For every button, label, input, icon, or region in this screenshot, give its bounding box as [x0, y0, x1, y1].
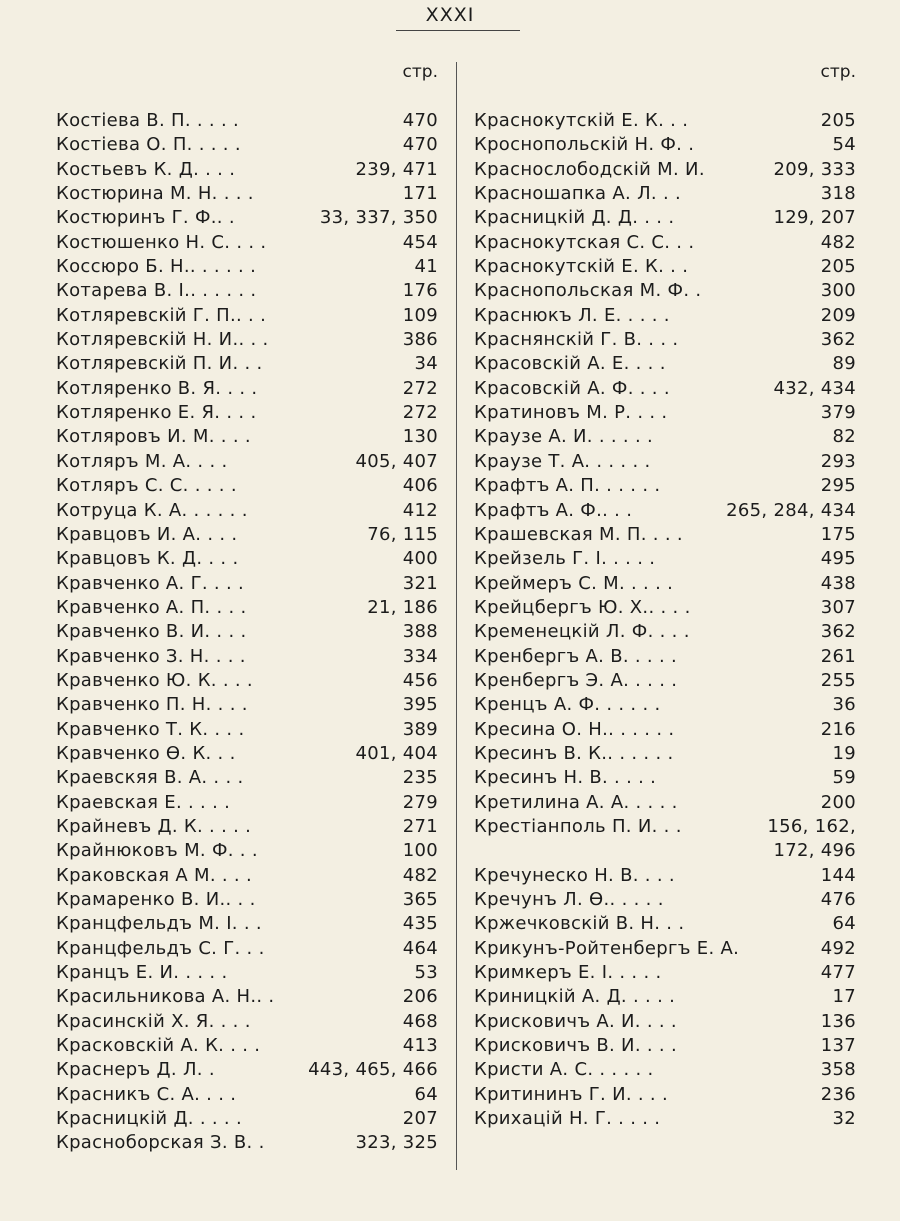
entry-name: Краснюкъ Л. Е. . . . . — [474, 304, 670, 326]
index-entry — [474, 596, 856, 620]
entry-pages: 476 — [820, 889, 856, 910]
entry-pages: 239, 471 — [355, 158, 438, 180]
entry-name: Кресина О. Н.. . . . . . — [474, 718, 675, 740]
page-column-header: стр. — [402, 62, 438, 82]
index-entry — [474, 620, 856, 644]
index-entry — [56, 328, 438, 352]
entry-name: Котруца К. А. . . . . . — [56, 499, 248, 521]
entry-name: Крашевская М. П. . . . — [474, 523, 683, 545]
right-index-column — [474, 62, 856, 1131]
entry-name: Кресинъ В. К.. . . . . . — [474, 742, 674, 764]
index-entry — [474, 279, 856, 303]
entry-pages: 495 — [820, 548, 856, 570]
entry-pages: 413 — [402, 1035, 438, 1057]
entry-pages: 89 — [832, 353, 856, 375]
index-entry — [56, 839, 438, 863]
entry-pages: 129, 207 — [773, 207, 856, 229]
entry-name: Краузе А. И. . . . . . — [474, 426, 654, 448]
entry-name: Крихацій Н. Г. . . . . — [474, 1108, 661, 1130]
entry-pages: 365 — [402, 889, 438, 910]
index-entry — [474, 572, 856, 596]
entry-name: Красильникова А. Н.. . — [56, 986, 275, 1008]
entry-name: Краевская Е. . . . . — [56, 791, 231, 813]
index-entry — [474, 669, 856, 693]
entry-name: Костюрина М. Н. . . . — [56, 183, 254, 205]
index-entry — [56, 255, 438, 279]
entry-pages: 295 — [820, 475, 856, 497]
index-entry — [474, 206, 856, 230]
entry-pages: 209, 333 — [773, 158, 856, 180]
entry-name: Кравцовъ И. А. . . . — [56, 523, 238, 545]
entry-name: Краснослободскій М. И. — [474, 158, 705, 180]
entry-name: Краковская А М. . . . — [56, 864, 252, 886]
entry-pages: 400 — [402, 548, 438, 570]
index-entry — [474, 1058, 856, 1082]
index-entry — [474, 693, 856, 717]
entry-pages: 272 — [402, 377, 438, 399]
entry-pages: 255 — [820, 669, 856, 691]
entry-name: Кренцъ А. Ф. . . . . . — [474, 694, 661, 716]
index-entry — [474, 499, 856, 523]
index-entry — [474, 888, 856, 912]
index-entry — [474, 158, 856, 182]
index-entry — [56, 1010, 438, 1034]
index-entry — [474, 864, 856, 888]
index-entry — [56, 888, 438, 912]
entry-name: Крейзель Г. І. . . . . — [474, 548, 656, 570]
entry-name: Креймеръ С. М. . . . . — [474, 572, 674, 594]
index-entry — [56, 499, 438, 523]
index-entry — [474, 742, 856, 766]
entry-pages: 334 — [402, 645, 438, 667]
index-entry — [56, 1131, 438, 1155]
entry-pages: 205 — [820, 110, 856, 131]
index-entry — [56, 645, 438, 669]
entry-name: Костюшенко Н. С. . . . — [56, 231, 267, 253]
entry-pages: 271 — [402, 815, 438, 837]
entry-name: Котляревскій П. И. . . — [56, 353, 263, 375]
index-entry — [56, 1058, 438, 1082]
entry-pages: 207 — [402, 1108, 438, 1130]
index-entry — [474, 1010, 856, 1034]
entry-name: Крайневъ Д. К. . . . . — [56, 815, 252, 837]
index-entry — [56, 1034, 438, 1058]
index-entry — [474, 912, 856, 936]
page-column-header: стр. — [820, 62, 856, 82]
entry-pages: 358 — [820, 1059, 856, 1081]
entry-pages: 456 — [402, 669, 438, 691]
entry-name: Котарева В. І.. . . . . . — [56, 280, 257, 302]
index-entry — [56, 182, 438, 206]
index-entry — [56, 523, 438, 547]
entry-name: Кравченко А. Г. . . . — [56, 572, 245, 594]
entry-pages: 388 — [402, 621, 438, 643]
entry-pages: 109 — [402, 304, 438, 326]
index-entry — [56, 669, 438, 693]
entry-pages: 64 — [832, 913, 856, 935]
entry-name: Краснянскій Г. В. . . . — [474, 329, 679, 351]
entry-name: Крафтъ А. Ф.. . . — [474, 499, 633, 521]
entry-name: Крикунъ-Ройтенбергъ Е. А. — [474, 937, 740, 959]
entry-pages: 300 — [820, 280, 856, 302]
index-entry — [474, 985, 856, 1009]
entry-name: Красинскій Х. Я. . . . — [56, 1010, 251, 1032]
entry-name: Красковскій А. К. . . . — [56, 1035, 261, 1057]
entry-pages: 59 — [832, 767, 856, 789]
entry-pages: 386 — [402, 329, 438, 351]
entry-name: Котляревскій Г. П.. . . — [56, 304, 267, 326]
entry-pages: 401, 404 — [355, 742, 438, 764]
entry-name: Крамаренко В. И.. . . — [56, 889, 256, 910]
entry-pages: 76, 115 — [367, 523, 438, 545]
entry-name: Крейцбергъ Ю. Х.. . . . — [474, 596, 691, 618]
entry-pages: 379 — [820, 402, 856, 424]
entry-pages: 389 — [402, 718, 438, 740]
entry-name: Кременецкій Л. Ф. . . . — [474, 621, 690, 643]
index-entry — [474, 645, 856, 669]
entry-name: Криницкій А. Д. . . . . — [474, 986, 676, 1008]
entry-pages: 206 — [402, 986, 438, 1008]
entry-name: Кренбергъ А. В. . . . . — [474, 645, 678, 667]
entry-pages: 307 — [820, 596, 856, 618]
index-entry — [56, 304, 438, 328]
entry-pages: 175 — [820, 523, 856, 545]
entry-name: Кретилина А. А. . . . . — [474, 791, 678, 813]
entry-pages: 454 — [402, 231, 438, 253]
entry-pages: 205 — [820, 256, 856, 278]
entry-pages: 53 — [414, 962, 438, 984]
entry-pages: 492 — [820, 937, 856, 959]
index-entry — [474, 815, 856, 839]
entry-pages: 318 — [820, 183, 856, 205]
entry-name: Кржечковскій В. Н. . . — [474, 913, 685, 935]
entry-name: Красницкій Д. Д. . . . — [474, 207, 675, 229]
entry-name: Красовскій А. Ф. . . . — [474, 377, 670, 399]
entry-name: Критининъ Г. И. . . . — [474, 1083, 668, 1105]
entry-pages: 144 — [820, 864, 856, 886]
index-entry — [474, 231, 856, 255]
entry-name: Кравченко З. Н. . . . — [56, 645, 246, 667]
index-entry — [56, 718, 438, 742]
index-entry — [56, 693, 438, 717]
index-entry — [474, 791, 856, 815]
index-entry — [474, 1034, 856, 1058]
entry-name: Кроснопольскій Н. Ф. . — [474, 134, 695, 156]
index-entry — [474, 328, 856, 352]
entry-pages: 36 — [832, 694, 856, 716]
entry-name: Котляровъ И. М. . . . — [56, 426, 251, 448]
entry-pages: 464 — [402, 937, 438, 959]
entry-name: Крисковичъ В. И. . . . — [474, 1035, 677, 1057]
index-entry — [56, 158, 438, 182]
index-entry — [56, 815, 438, 839]
index-entry — [474, 1107, 856, 1131]
index-entry — [56, 109, 438, 133]
entry-pages: 362 — [820, 621, 856, 643]
index-entry — [56, 742, 438, 766]
entry-name: Кравченко П. Н. . . . — [56, 694, 248, 716]
index-entry — [474, 937, 856, 961]
index-entry — [474, 839, 856, 863]
entry-pages: 405, 407 — [355, 450, 438, 472]
entry-pages: 34 — [414, 353, 438, 375]
index-entry — [474, 718, 856, 742]
entry-pages: 41 — [414, 256, 438, 278]
entry-name: Котляревскій Н. И.. . . — [56, 329, 269, 351]
entry-pages: 33, 337, 350 — [319, 207, 438, 229]
entry-pages: 272 — [402, 402, 438, 424]
index-entry — [474, 425, 856, 449]
index-entry — [474, 255, 856, 279]
entry-pages: 82 — [832, 426, 856, 448]
entry-name: Крисковичъ А. И. . . . — [474, 1010, 677, 1032]
entry-pages: 406 — [402, 475, 438, 497]
entries-list — [56, 109, 438, 1156]
entry-pages: 265, 284, 434 — [726, 499, 856, 521]
entry-pages: 32 — [832, 1108, 856, 1130]
entry-name: Красношапка А. Л. . . — [474, 183, 682, 205]
entry-name: Красницкій Д. . . . . — [56, 1108, 243, 1130]
entry-pages: 100 — [402, 840, 438, 862]
entry-pages: 172, 496 — [773, 840, 856, 862]
entry-pages: 482 — [820, 231, 856, 253]
entry-pages: 176 — [402, 280, 438, 302]
entry-pages: 470 — [402, 110, 438, 131]
entry-pages: 435 — [402, 913, 438, 935]
index-entry — [56, 864, 438, 888]
entry-name: Кранцфельдъ М. І. . . — [56, 913, 262, 935]
index-entry — [474, 377, 856, 401]
entry-pages: 236 — [820, 1083, 856, 1105]
entry-name: Костіева О. П. . . . . — [56, 134, 241, 156]
entry-pages: 235 — [402, 767, 438, 789]
index-entry — [474, 474, 856, 498]
entry-pages: 21, 186 — [367, 596, 438, 618]
index-entry — [56, 547, 438, 571]
entry-name: Краснокутскій Е. К. . . — [474, 256, 689, 278]
entry-pages: 171 — [402, 183, 438, 205]
entry-pages: 200 — [820, 791, 856, 813]
entry-name: Кримкеръ Е. І. . . . . — [474, 962, 662, 984]
entry-pages: 395 — [402, 694, 438, 716]
entry-pages: 279 — [402, 791, 438, 813]
index-entry — [474, 523, 856, 547]
entry-pages: 470 — [402, 134, 438, 156]
entry-name: Котляренко В. Я. . . . — [56, 377, 258, 399]
index-entry — [56, 791, 438, 815]
index-entry — [474, 766, 856, 790]
entry-pages: 137 — [820, 1035, 856, 1057]
entry-name: Кранцфельдъ С. Г. . . — [56, 937, 265, 959]
entry-pages: 468 — [402, 1010, 438, 1032]
entry-pages: 64 — [414, 1083, 438, 1105]
index-entry — [56, 425, 438, 449]
entry-name: Кречунъ Л. Ѳ.. . . . . — [474, 889, 664, 910]
entry-name: Краснеръ Д. Л. . — [56, 1059, 215, 1081]
header-rule — [396, 30, 520, 31]
entry-name: Кравченко А. П. . . . — [56, 596, 247, 618]
entry-pages: 412 — [402, 499, 438, 521]
index-entry — [56, 279, 438, 303]
entry-pages: 362 — [820, 329, 856, 351]
entry-pages: 209 — [820, 304, 856, 326]
entry-pages: 156, 162, — [767, 815, 856, 837]
index-entry — [56, 1107, 438, 1131]
entry-name: Крайнюковъ М. Ф. . . — [56, 840, 258, 862]
index-entry — [56, 1083, 438, 1107]
index-entry — [474, 401, 856, 425]
index-entry — [56, 596, 438, 620]
entry-name: Кречунеско Н. В. . . . — [474, 864, 675, 886]
entry-name: Красникъ С. А. . . . — [56, 1083, 237, 1105]
entry-pages: 17 — [832, 986, 856, 1008]
index-entry — [474, 450, 856, 474]
entry-pages: 261 — [820, 645, 856, 667]
entry-name: Костюринъ Г. Ф.. . — [56, 207, 235, 229]
index-entry — [56, 450, 438, 474]
entry-name: Краснопольская М. Ф. . — [474, 280, 702, 302]
index-entry — [56, 766, 438, 790]
index-entry — [474, 961, 856, 985]
entry-pages: 321 — [402, 572, 438, 594]
entry-name: Краевскяя В. А. . . . — [56, 767, 244, 789]
entry-name: Костьевъ К. Д. . . . — [56, 158, 236, 180]
entry-name: Коссюро Б. Н.. . . . . . — [56, 256, 257, 278]
index-entry — [474, 1083, 856, 1107]
entry-pages: 432, 434 — [773, 377, 856, 399]
index-entry — [56, 377, 438, 401]
entry-name: Красовскій А. Е. . . . — [474, 353, 666, 375]
entry-name: Котляръ М. А. . . . — [56, 450, 228, 472]
column-divider — [456, 62, 457, 1170]
entry-name: Кравченко Ю. К. . . . — [56, 669, 253, 691]
entry-name: Костіева В. П. . . . . — [56, 110, 240, 131]
index-entry — [474, 352, 856, 376]
entry-name: Кравченко В. И. . . . — [56, 621, 247, 643]
entry-name: Кристи А. С. . . . . . — [474, 1059, 654, 1081]
page-number: XXXI — [425, 4, 475, 26]
index-entry — [56, 206, 438, 230]
entry-pages: 477 — [820, 962, 856, 984]
entry-name: Крафтъ А. П. . . . . . — [474, 475, 661, 497]
index-entry — [56, 572, 438, 596]
entry-pages: 136 — [820, 1010, 856, 1032]
entry-name: Кравцовъ К. Д. . . . — [56, 548, 239, 570]
entry-name: Кресинъ Н. В. . . . . — [474, 767, 657, 789]
entry-name: Котляренко Е. Я. . . . — [56, 402, 257, 424]
index-entry — [56, 912, 438, 936]
entries-list — [474, 109, 856, 1131]
entry-pages: 19 — [832, 742, 856, 764]
entry-name: Кратиновъ М. Р. . . . — [474, 402, 668, 424]
entry-pages: 293 — [820, 450, 856, 472]
entry-name: Котляръ С. С. . . . . — [56, 475, 237, 497]
entry-name: Кравченко Ѳ. К. . . — [56, 742, 236, 764]
entry-name: Кренбергъ Э. А. . . . . — [474, 669, 678, 691]
entry-pages: 54 — [832, 134, 856, 156]
entry-pages: 438 — [820, 572, 856, 594]
index-entry — [56, 474, 438, 498]
index-entry — [474, 304, 856, 328]
index-entry — [474, 133, 856, 157]
index-entry — [474, 547, 856, 571]
index-entry — [56, 352, 438, 376]
index-entry — [56, 985, 438, 1009]
index-entry — [56, 401, 438, 425]
index-entry — [56, 133, 438, 157]
index-entry — [474, 109, 856, 133]
entry-pages: 323, 325 — [355, 1132, 438, 1154]
entry-pages: 216 — [820, 718, 856, 740]
entry-name: Кранцъ Е. И. . . . . — [56, 962, 228, 984]
entry-name: Красноборская З. В. . — [56, 1132, 265, 1154]
entry-name: Крестіанполь П. И. . . — [474, 815, 682, 837]
index-entry — [56, 231, 438, 255]
left-index-column — [56, 62, 438, 1156]
index-entry — [474, 182, 856, 206]
index-entry — [56, 620, 438, 644]
entry-pages: 482 — [402, 864, 438, 886]
entry-name: Краснокутская С. С. . . — [474, 231, 695, 253]
entry-pages: 443, 465, 466 — [308, 1059, 438, 1081]
entry-name: Кравченко Т. К. . . . — [56, 718, 245, 740]
entry-pages: 130 — [402, 426, 438, 448]
index-entry — [56, 937, 438, 961]
index-entry — [56, 961, 438, 985]
entry-name: Краузе Т. А. . . . . . — [474, 450, 651, 472]
entry-name: Краснокутскій Е. К. . . — [474, 110, 689, 131]
